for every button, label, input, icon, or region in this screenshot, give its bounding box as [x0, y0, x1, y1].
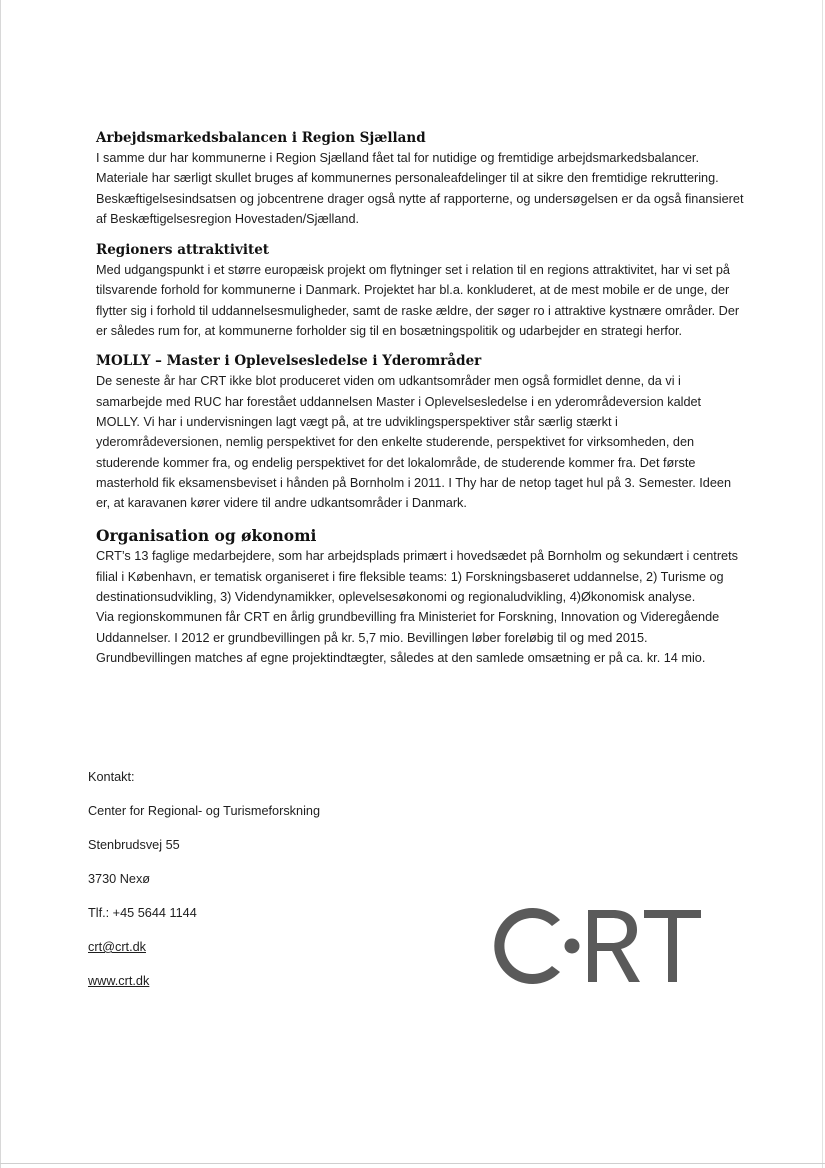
page-edge-bottom	[0, 1163, 825, 1164]
section-molly	[96, 352, 746, 513]
section-regioners-attraktivitet	[96, 241, 746, 341]
section-paragraph: I samme dur har kommunerne i Region Sjælland fået tal for nutidige og fremtidige arbejdsmarkedsbalancer. Materiale har særligt skullet bruges af kommunernes personaleafdelinger til at sikre den fremtidige rekruttering. Beskæftigelsesindsatsen og jobcentrene drager også nytte af rapporterne, og undersøgelsen er da også finansieret af Beskæftigelsesregion Hovestaden/Sjælland.	[96, 151, 744, 226]
page-edge-left	[0, 0, 1, 1168]
logo-letter-t-shape	[644, 910, 701, 982]
logo-dot-shape	[565, 939, 580, 954]
contact-phone: Tlf.: +45 5644 1144	[88, 906, 197, 920]
contact-label: Kontakt:	[88, 770, 135, 784]
contact-city: 3730 Nexø	[88, 872, 151, 886]
section-arbejdsmarkedsbalancen	[96, 129, 746, 229]
section-paragraph: Med udgangspunkt i et større europæisk projekt om flytninger set i relation til en regions attraktivitet, har vi set på tilsvarende forhold for kommunerne i Danmark. Projektet har bl.a. konkluderet, at de mest mobile er de unge, der flytter sig i forhold til uddannelsesmuligheder, samt de raske ældre, der søger ro i attraktive kystnære områder. Der er således rum for, at kommunerne forholder sig til en bosætningspolitik og udarbejder en strategi herfor.	[96, 263, 740, 339]
contact-email-link[interactable]: crt@crt.dk	[88, 940, 146, 954]
page-edge-right	[822, 0, 823, 1168]
section-heading: Arbejdsmarkedsbalancen i Region Sjælland	[96, 130, 426, 146]
section-heading: Regioners attraktivitet	[96, 242, 270, 259]
section-paragraph-2: Via regionskommunen får CRT en årlig grundbevilling fra Ministeriet for Forskning, Innovation og Videregående Uddannelser. I 2012 er grundbevillingen på kr. 5,7 mio. Bevillingen løber foreløbig til og med 2015. Grundbevillingen matches af egne projektindtægter, således at den samlede omsætning er på ca. kr. 14 mio.	[96, 610, 720, 665]
section-paragraph: CRT’s 13 faglige medarbejdere, som har arbejdsplads primært i hovedsædet på Bornholm og sekundært i centrets filial i København, er tematisk organiseret i fire fleksible teams: 1) Forskningsbaseret uddannelse, 2) Turisme og destinationsudvikling, 3) Videndynamikker, oplevelsesøkonomi og regionaludvikling, 4)Økonomisk analyse.	[96, 549, 738, 605]
crt-logo	[494, 898, 706, 994]
contact-web-link[interactable]: www.crt.dk	[88, 974, 150, 988]
section-organisation-og-okonomi	[96, 526, 746, 668]
logo-letter-c-shape	[494, 908, 560, 984]
document-body	[96, 129, 746, 668]
contact-street: Stenbrudsvej 55	[88, 838, 180, 852]
contact-block	[88, 767, 448, 1005]
section-heading: MOLLY – Master i Oplevelsesledelse i Yderområder	[96, 353, 482, 370]
logo-letter-r-shape	[588, 910, 640, 982]
crt-logo-graphic	[494, 898, 706, 994]
contact-name: Center for Regional- og Turismeforskning	[88, 804, 321, 818]
section-paragraph: De seneste år har CRT ikke blot produceret viden om udkantsområder men også formidlet denne, da vi i samarbejde med RUC har forestået uddannelsen Master i Oplevelsesledelse i en yderområdeversion kaldet MOLLY. Vi har i undervisningen lagt vægt på, at tre udviklingsperspektiver står særlig stærkt i yderområdeversionen, nemlig perspektivet for den enkelte studerende, perspektivet for virksomheden, den studerende kommer fra, og endelig perspektivet for det lokalområde, de studerende kommer fra. Det første masterhold fik eksamensbeviset i hånden på Bornholm i 2011. I Thy har de netop taget hul på 3. Semester. Ideen er, at karavanen kører videre til andre udkantsområder i Danmark.	[96, 374, 731, 511]
section-heading: Organisation og økonomi	[96, 526, 317, 546]
